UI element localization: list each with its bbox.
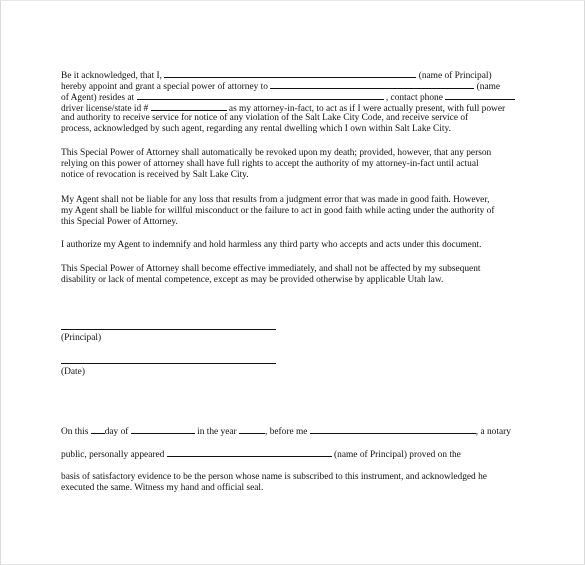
notary-line1: [61, 425, 511, 438]
paragraph2-line2: relying on this power of attorney shall have full rights to accept the authority of my attorney-in-fact until actual: [61, 159, 479, 169]
text: Be it acknowledged, that I,: [61, 71, 163, 81]
text: , before me: [265, 427, 308, 437]
contact-phone-blank[interactable]: [445, 91, 515, 100]
text: , a notary: [475, 427, 511, 437]
license-id-blank[interactable]: [151, 102, 227, 111]
text: (name of Principal) proved on the: [334, 450, 461, 460]
paragraph5-line1: This Special Power of Attorney shall become effective immediately, and shall not be affected by my subsequent: [61, 264, 481, 274]
text: of Agent) resides at: [61, 93, 135, 103]
year-blank[interactable]: [239, 425, 265, 434]
text: as my attorney-in-fact, to act as if I were actually present, with full power: [228, 104, 506, 114]
text: driver license/state id #: [61, 104, 149, 114]
text: hereby appoint and grant a special power of attorney to: [61, 82, 268, 92]
paragraph4-line1: I authorize my Agent to indemnify and hold harmless any third party who accepts and acts under this document.: [61, 240, 482, 250]
paragraph2-line1: This Special Power of Attorney shall automatically be revoked upon my death; provided, however, that any person: [61, 148, 492, 158]
text: public, personally appeared: [61, 450, 165, 460]
appeared-name-blank[interactable]: [167, 448, 332, 457]
text: in the year: [197, 427, 237, 437]
paragraph3-line1: My Agent shall not be liable for any loss that results from a judgment error that was made in good faith. However,: [61, 195, 490, 205]
date-signature-line[interactable]: [61, 363, 276, 364]
paragraph1-line5: and authority to receive service for notice of any violation of the Salt Lake City Code, and receive service of: [61, 113, 469, 123]
text: (name of Principal): [418, 71, 492, 81]
text: (name: [476, 82, 501, 92]
day-blank[interactable]: [91, 425, 105, 434]
notary-line3: basis of satisfactory evidence to be the person whose name is subscribed to this instrument, and acknowledged he: [61, 472, 487, 482]
paragraph5-line2: disability or lack of mental competence, except as may be provided otherwise by applicable Utah law.: [61, 275, 444, 285]
agent-name-blank[interactable]: [270, 80, 474, 89]
month-blank[interactable]: [131, 425, 195, 434]
notary-line2: [61, 448, 461, 461]
text: day of: [104, 427, 129, 437]
notary-name-blank[interactable]: [310, 425, 476, 434]
date-label: (Date): [61, 367, 85, 377]
principal-signature-line[interactable]: [61, 329, 276, 330]
principal-label: (Principal): [61, 333, 102, 343]
paragraph3-line2: my Agent shall be liable for willful misconduct or the failure to act in good faith while acting under the authority of: [61, 206, 495, 216]
paragraph2-line3: notice of revocation is received by Salt Lake City.: [61, 170, 249, 180]
paragraph3-line3: this Special Power of Attorney.: [61, 217, 178, 227]
text: On this: [61, 427, 89, 437]
notary-line4: executed the same. Witness my hand and official seal.: [61, 483, 264, 493]
text: , contact phone: [385, 93, 443, 103]
paragraph1-line6: process, acknowledged by such agent, regarding any rental dwelling which I own within Salt Lake City.: [61, 124, 451, 134]
agent-address-blank[interactable]: [137, 91, 384, 100]
principal-name-blank[interactable]: [164, 69, 416, 78]
